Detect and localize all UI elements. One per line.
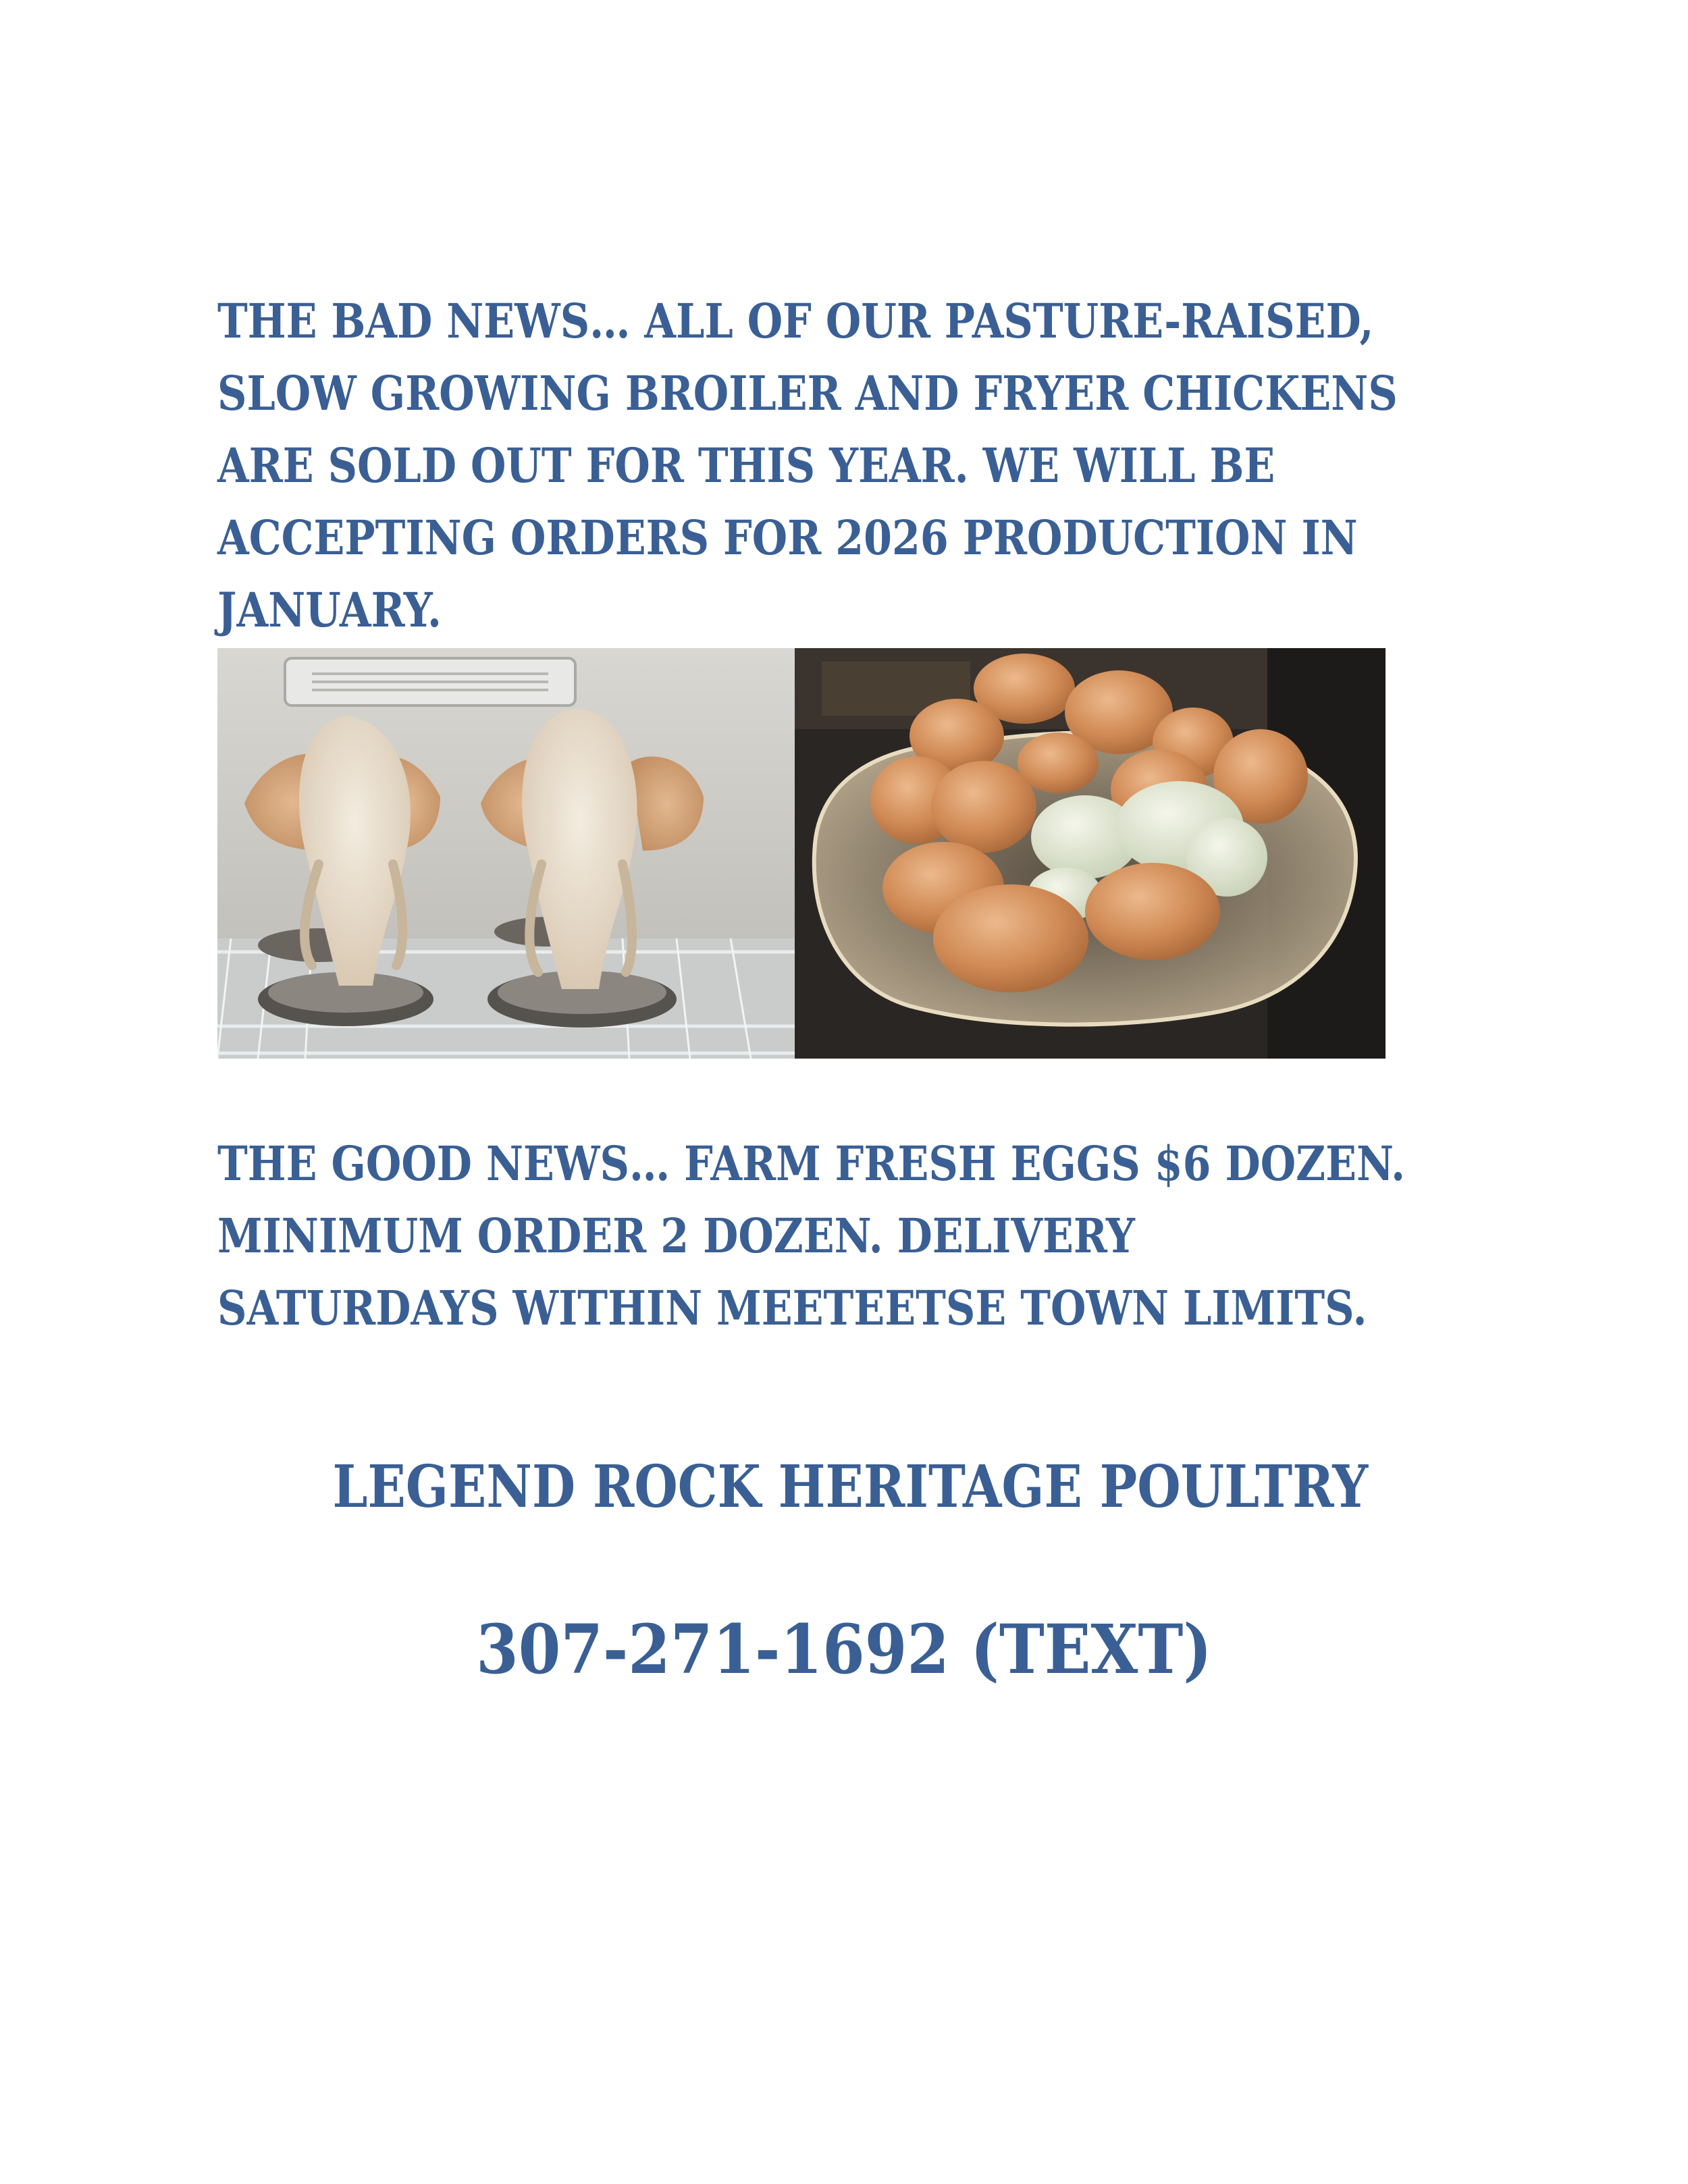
bad-news-line: ARE SOLD OUT FOR THIS YEAR. WE WILL BE xyxy=(217,437,1275,494)
business-name: LEGEND ROCK HERITAGE POULTRY xyxy=(332,1453,1369,1521)
good-news-line: THE GOOD NEWS… FARM FRESH EGGS $6 DOZEN. xyxy=(217,1136,1406,1192)
whole-chickens-photo xyxy=(217,648,795,1059)
bad-news-line: SLOW GROWING BROILER AND FRYER CHICKENS xyxy=(217,365,1398,421)
bad-news-paragraph xyxy=(217,285,1398,646)
eggs-bowl-photo xyxy=(795,648,1386,1059)
bad-news-line: ACCEPTING ORDERS FOR 2026 PRODUCTION IN xyxy=(217,510,1358,566)
phone-number: 307-271-1692 (TEXT) xyxy=(476,1609,1212,1689)
photo-strip xyxy=(217,648,1386,1059)
good-news-line: SATURDAYS WITHIN MEETEETSE TOWN LIMITS. xyxy=(217,1280,1367,1336)
bad-news-line: JANUARY. xyxy=(217,582,442,638)
good-news-line: MINIMUM ORDER 2 DOZEN. DELIVERY xyxy=(217,1208,1136,1264)
good-news-paragraph xyxy=(217,1127,1406,1344)
bad-news-line: THE BAD NEWS… ALL OF OUR PASTURE-RAISED, xyxy=(217,293,1374,349)
